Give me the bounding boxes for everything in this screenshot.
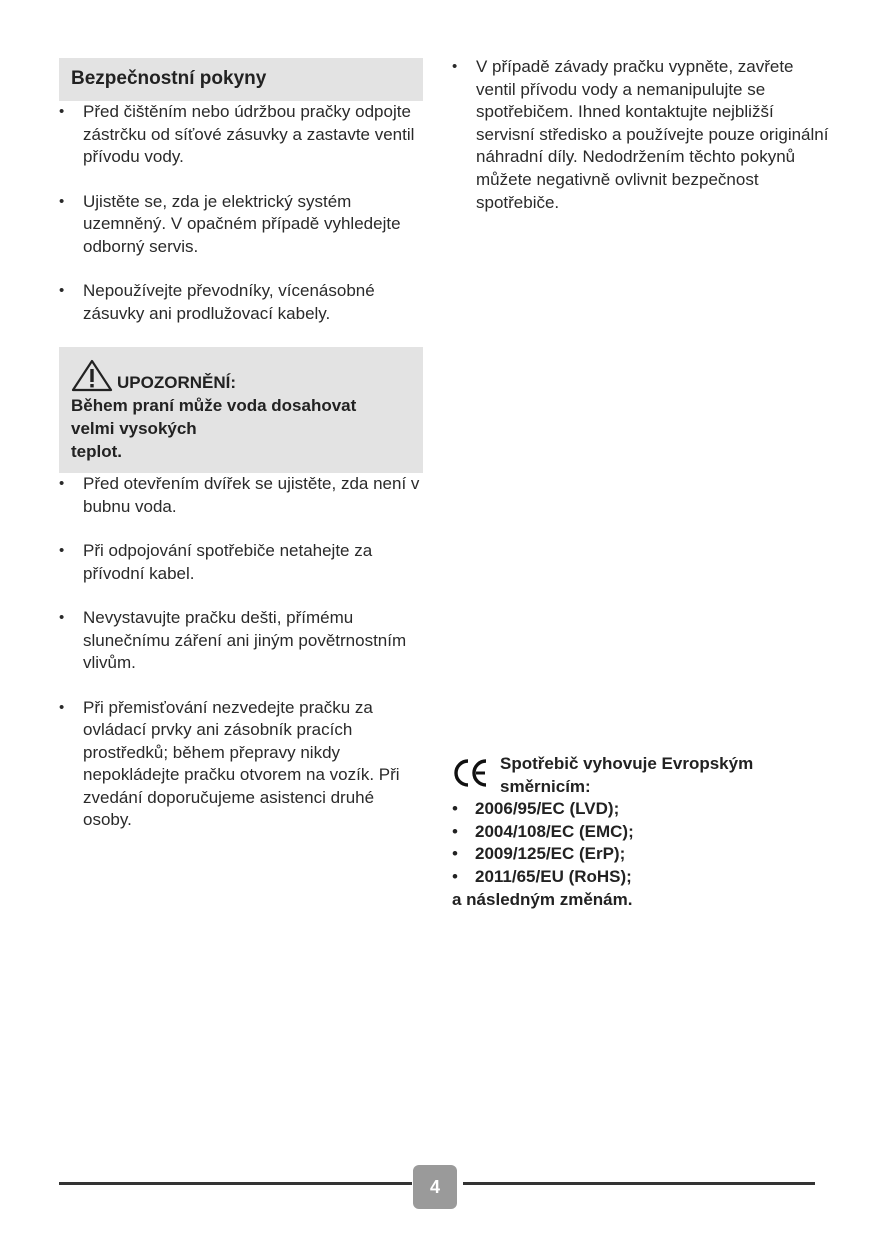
ce-mark-icon [452, 756, 490, 790]
list-item: • Ujistěte se, zda je elektrický systém uzemněný. V opačném případě vyhledejte odborný servis. [59, 191, 423, 259]
list-item: • Při odpojování spotřebiče netahejte za přívodní kabel. [59, 540, 423, 585]
safety-list-right [452, 56, 832, 214]
compliance-heading: Spotřebič vyhovuje Evropským směrnicím: [500, 754, 754, 796]
left-column [59, 58, 423, 854]
safety-list-bottom [59, 473, 423, 832]
warning-text-end: teplot. [71, 442, 122, 461]
warning-box [59, 347, 423, 473]
directive-item: • 2009/125/EC (ErP); [452, 843, 812, 866]
directive-item: • 2011/65/EU (RoHS); [452, 866, 812, 889]
list-item: • Nepoužívejte převodníky, vícenásobné zásuvky ani prodlužovací kabely. [59, 280, 423, 325]
directive-item: • 2006/95/EC (LVD); [452, 798, 812, 821]
compliance-block [452, 752, 812, 911]
section-title: Bezpečnostní pokyny [59, 58, 423, 101]
directive-list [452, 798, 812, 888]
warning-triangle-icon [71, 359, 113, 393]
warning-title: UPOZORNĚNÍ: [117, 373, 236, 392]
right-column [452, 56, 832, 214]
page-number: 4 [413, 1165, 457, 1209]
list-item: • Před čištěním nebo údržbou pračky odpojte zástrčku od síťové zásuvky a zastavte ventil přívodu vody. [59, 101, 423, 169]
compliance-footer: a následným změnám. [452, 890, 633, 909]
list-item: • Před otevřením dvířek se ujistěte, zda není v bubnu voda. [59, 473, 423, 518]
footer-divider-right [463, 1182, 815, 1185]
list-item: • V případě závady pračku vypněte, zavřete ventil přívodu vody a nemanipulujte se spotřebičem. Ihned kontaktujte nejbližší servisní středisko a používejte pouze originální náhradní díly. Nedodržením těchto pokynů můžete negativně ovlivnit bezpečnost spotřebiče. [452, 56, 832, 214]
safety-list-top [59, 101, 423, 325]
list-item: • Nevystavujte pračku dešti, přímému slunečnímu záření ani jiným povětrnostním vlivům. [59, 607, 423, 675]
list-item: • Při přemisťování nezvedejte pračku za ovládací prvky ani zásobník pracích prostředků; během přepravy nikdy nepokládejte pračku otvorem na vozík. Při zvedání doporučujeme asistenci druhé osoby. [59, 697, 423, 832]
footer-divider-left [59, 1182, 412, 1185]
warning-header [71, 359, 411, 393]
directive-item: • 2004/108/EC (EMC); [452, 821, 812, 844]
warning-text: Během praní může voda dosahovat velmi vysokých [71, 396, 357, 438]
